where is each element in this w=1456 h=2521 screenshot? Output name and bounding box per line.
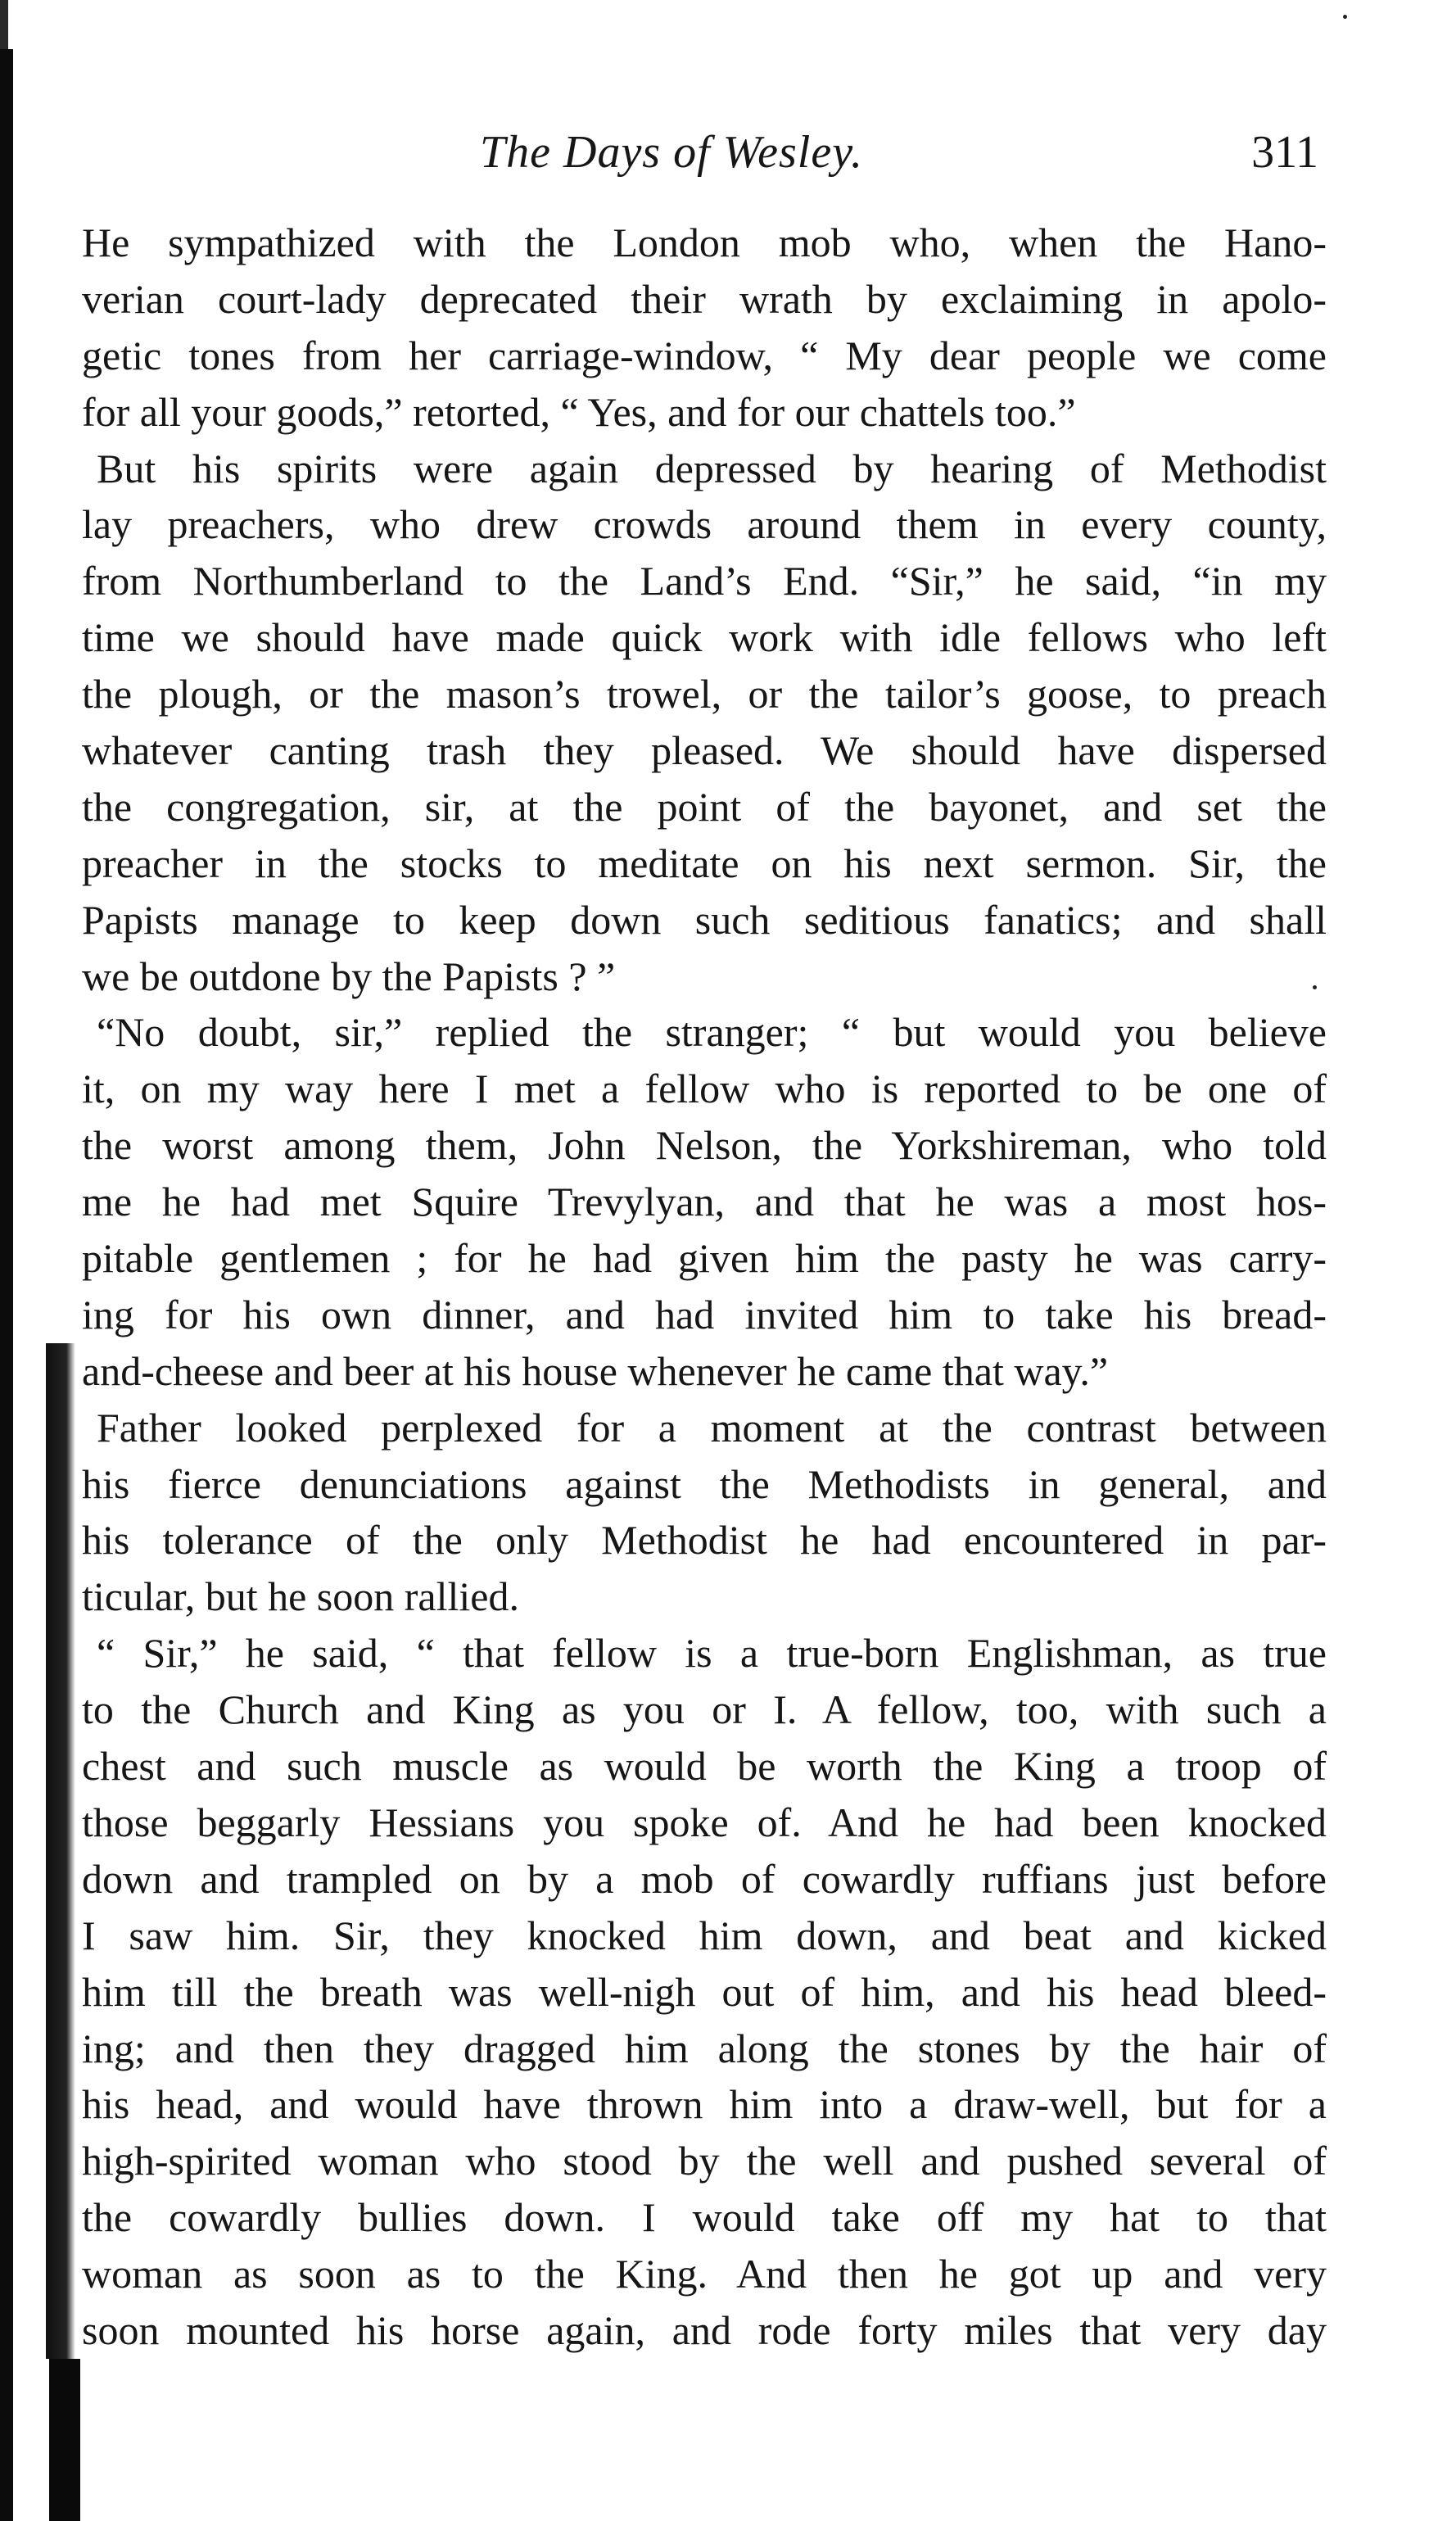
text-line: ing for his own dinner, and had invited him to take his bread- (82, 1291, 1327, 1337)
binding-shadow-top (0, 0, 8, 49)
text-line: high-spirited woman who stood by the well and pushed several of (82, 2138, 1327, 2184)
text-line: it, on my way here I met a fellow who is reported to be one of (82, 1066, 1327, 1112)
page-header (0, 115, 1456, 188)
text-line: his tolerance of the only Methodist he had encountered in par- (82, 1517, 1327, 1564)
text-line: ticular, but he soon rallied. (82, 1573, 519, 1620)
page-speck (1343, 15, 1347, 19)
text-line: from Northumberland to the Land’s End. “Sir,” he said, “in my (82, 558, 1327, 604)
text-line: and-cheese and beer at his house whenever he came that way.” (82, 1347, 1109, 1394)
body-text (82, 215, 1327, 2359)
text-line: But his spirits were again depressed by hearing of Methodist (97, 445, 1327, 491)
text-line: getic tones from her carriage-window, “ My dear people we come (82, 332, 1327, 378)
text-line: the worst among them, John Nelson, the Yorkshireman, who told (82, 1122, 1327, 1169)
text-line: soon mounted his horse again, and rode forty miles that very day (82, 2306, 1327, 2353)
text-line: to the Church and King as you or I. A fellow, too, with such a (82, 1686, 1327, 1733)
text-line: the cowardly bullies down. I would take off my hat to that (82, 2194, 1327, 2241)
text-line: Papists manage to keep down such seditious fanatics; and shall (82, 896, 1327, 943)
text-line: Father looked perplexed for a moment at the contrast between (97, 1404, 1327, 1451)
text-line: those beggarly Hessians you spoke of. And he had been knocked (82, 1799, 1327, 1845)
binding-shadow-inner (46, 1343, 75, 2359)
text-line: woman as soon as to the King. And then he got up and very (82, 2251, 1327, 2297)
text-line: I saw him. Sir, they knocked him down, and beat and kicked (82, 1912, 1327, 1958)
text-line: his fierce denunciations against the Methodists in general, and (82, 1460, 1327, 1507)
text-line: me he had met Squire Trevylyan, and that he was a most hos- (82, 1179, 1327, 1225)
text-line: whatever canting trash they pleased. We should have dispersed (82, 727, 1327, 774)
page-number: 311 (1251, 127, 1318, 178)
text-line: chest and such muscle as would be worth the King a troop of (82, 1743, 1327, 1790)
text-line: “No doubt, sir,” replied the stranger; “ but would you believe (97, 1009, 1327, 1056)
text-line: time we should have made quick work with idle fellows who left (82, 614, 1327, 661)
text-line: for all your goods,” retorted, “ Yes, and for our chattels too.” (82, 388, 1076, 435)
running-title: The Days of Wesley. (480, 127, 863, 178)
text-line: his head, and would have thrown him into a draw-well, but for a (82, 2081, 1327, 2128)
text-line: preacher in the stocks to meditate on his next sermon. Sir, the (82, 840, 1327, 886)
text-line: verian court-lady deprecated their wrath by exclaiming in apolo- (82, 275, 1327, 322)
text-line: down and trampled on by a mob of cowardly ruffians just before (82, 1855, 1327, 1902)
text-line: “ Sir,” he said, “ that fellow is a true-born Englishman, as true (97, 1630, 1327, 1677)
text-line: the plough, or the mason’s trowel, or the tailor’s goose, to preach (82, 671, 1327, 717)
binding-shadow-bottom (49, 2359, 80, 2521)
text-line: lay preachers, who drew crowds around them in every county, (82, 501, 1327, 548)
text-line: the congregation, sir, at the point of the bayonet, and set the (82, 783, 1327, 830)
binding-shadow (0, 49, 13, 2521)
text-line: He sympathized with the London mob who, when the Hano- (82, 220, 1327, 265)
text-line: him till the breath was well-nigh out of him, and his head bleed- (82, 1968, 1327, 2015)
text-line: we be outdone by the Papists ? ” (82, 953, 616, 999)
text-line: ing; and then they dragged him along the stones by the hair of (82, 2025, 1327, 2071)
text-line: pitable gentlemen ; for he had given him the pasty he was carry- (82, 1235, 1327, 1282)
